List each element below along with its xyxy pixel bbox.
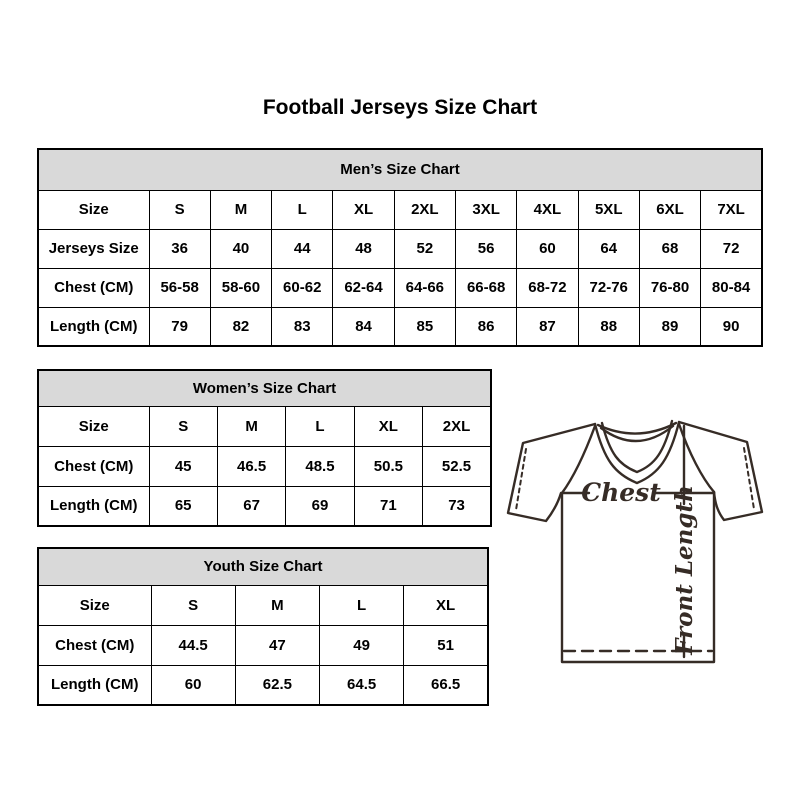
mens-value-cell: 36 [149,229,210,268]
mens-value-cell: 85 [394,307,455,346]
mens-row-label: Jerseys Size [38,229,149,268]
youth-row-label: Length (CM) [38,665,151,705]
mens-value-cell: 44 [272,229,333,268]
womens-header-row [38,370,491,406]
youth-value-cell: 44.5 [151,625,235,665]
mens-value-cell: 60-62 [272,268,333,307]
womens-size-table [37,369,492,527]
youth-table-row [38,665,488,705]
mens-value-cell: 56 [455,229,516,268]
womens-value-cell: XL [354,406,422,446]
youth-row-label: Size [38,585,151,625]
mens-value-cell: 64 [578,229,639,268]
mens-value-cell: 80-84 [701,268,762,307]
mens-value-cell: 88 [578,307,639,346]
youth-value-cell: 66.5 [404,665,488,705]
womens-value-cell: 69 [286,486,354,526]
mens-size-table [37,148,763,347]
womens-row-label: Size [38,406,149,446]
youth-value-cell: 49 [320,625,404,665]
mens-table-row [38,190,762,229]
mens-value-cell: 48 [333,229,394,268]
youth-size-table [37,547,489,706]
youth-table-row [38,625,488,665]
mens-table-row [38,268,762,307]
mens-row-label: Length (CM) [38,307,149,346]
mens-value-cell: 5XL [578,190,639,229]
mens-value-cell: 3XL [455,190,516,229]
mens-value-cell: L [272,190,333,229]
mens-value-cell: 83 [272,307,333,346]
youth-value-cell: S [151,585,235,625]
mens-value-cell: 58-60 [210,268,271,307]
womens-row-label: Chest (CM) [38,446,149,486]
womens-table-row [38,446,491,486]
mens-value-cell: S [149,190,210,229]
womens-value-cell: S [149,406,217,446]
mens-value-cell: 72-76 [578,268,639,307]
womens-value-cell: 73 [423,486,491,526]
womens-value-cell: 2XL [423,406,491,446]
youth-value-cell: 60 [151,665,235,705]
mens-value-cell: 56-58 [149,268,210,307]
womens-value-cell: 48.5 [286,446,354,486]
mens-value-cell: 89 [639,307,700,346]
mens-value-cell: 7XL [701,190,762,229]
chest-measure-label: Chest [581,478,661,507]
mens-value-cell: 84 [333,307,394,346]
youth-value-cell: L [320,585,404,625]
youth-value-cell: XL [404,585,488,625]
mens-row-label: Size [38,190,149,229]
mens-value-cell: 60 [517,229,578,268]
womens-table-row [38,486,491,526]
youth-table-title: Youth Size Chart [38,548,488,585]
youth-table-row [38,585,488,625]
jersey-measurement-diagram [504,416,768,670]
youth-row-label: Chest (CM) [38,625,151,665]
page-title: Football Jerseys Size Chart [262,96,538,119]
mens-table-row [38,229,762,268]
mens-value-cell: 72 [701,229,762,268]
mens-value-cell: XL [333,190,394,229]
youth-value-cell: 62.5 [235,665,319,705]
mens-value-cell: 87 [517,307,578,346]
front-length-measure-label: Front Length [671,485,698,655]
mens-table-title: Men’s Size Chart [38,149,762,190]
womens-value-cell: 52.5 [423,446,491,486]
womens-value-cell: L [286,406,354,446]
mens-value-cell: 62-64 [333,268,394,307]
womens-table-title: Women’s Size Chart [38,370,491,406]
mens-value-cell: 90 [701,307,762,346]
mens-header-row [38,149,762,190]
mens-value-cell: 68-72 [517,268,578,307]
mens-table-row [38,307,762,346]
youth-value-cell: 64.5 [320,665,404,705]
mens-value-cell: 4XL [517,190,578,229]
mens-value-cell: 40 [210,229,271,268]
mens-value-cell: 52 [394,229,455,268]
mens-value-cell: 66-68 [455,268,516,307]
jersey-left-cuff-stitch [516,449,526,510]
mens-value-cell: 6XL [639,190,700,229]
mens-value-cell: 79 [149,307,210,346]
youth-value-cell: 51 [404,625,488,665]
womens-value-cell: 71 [354,486,422,526]
mens-row-label: Chest (CM) [38,268,149,307]
mens-value-cell: 76-80 [639,268,700,307]
womens-value-cell: 50.5 [354,446,422,486]
womens-row-label: Length (CM) [38,486,149,526]
youth-value-cell: M [235,585,319,625]
womens-table-row [38,406,491,446]
youth-header-row [38,548,488,585]
jersey-right-cuff-stitch [744,448,754,509]
youth-value-cell: 47 [235,625,319,665]
womens-value-cell: 67 [217,486,285,526]
mens-value-cell: M [210,190,271,229]
mens-value-cell: 2XL [394,190,455,229]
womens-value-cell: 65 [149,486,217,526]
womens-value-cell: 46.5 [217,446,285,486]
mens-value-cell: 86 [455,307,516,346]
womens-value-cell: 45 [149,446,217,486]
womens-value-cell: M [217,406,285,446]
mens-value-cell: 82 [210,307,271,346]
mens-value-cell: 68 [639,229,700,268]
mens-value-cell: 64-66 [394,268,455,307]
